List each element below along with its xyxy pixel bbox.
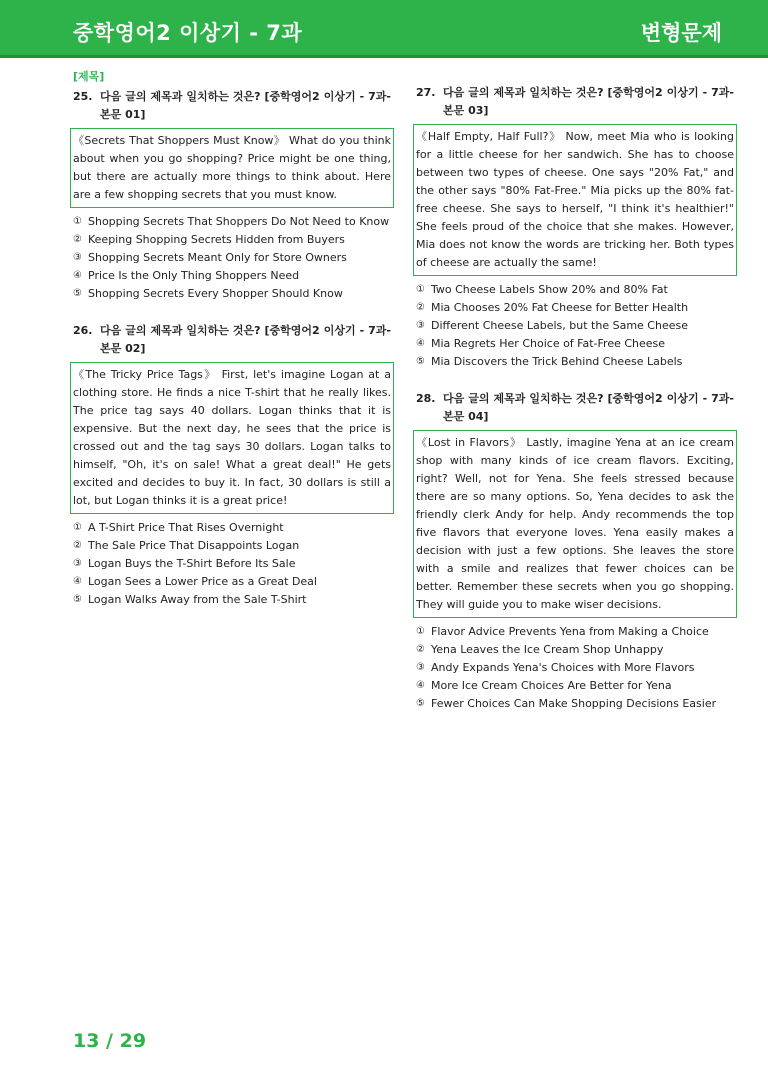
document-title: 중학영어2 이상기 - 7과 (73, 21, 303, 45)
option-number: ③ (416, 320, 425, 331)
answer-options (416, 281, 734, 371)
right-column (416, 84, 734, 732)
option-number: ④ (73, 576, 82, 587)
option-number: ④ (416, 338, 425, 349)
answer-option[interactable] (73, 249, 391, 267)
answer-option[interactable] (416, 317, 734, 335)
option-text: Logan Buys the T-Shirt Before Its Sale (88, 557, 296, 570)
answer-options (73, 519, 391, 609)
page-header (0, 0, 768, 58)
question-text: 다음 글의 제목과 일치하는 것은? [중학영어2 이상기 - 7과-본문 01] (100, 90, 391, 121)
option-text: Keeping Shopping Secrets Hidden from Buyers (88, 233, 345, 246)
option-number: ② (73, 540, 82, 551)
left-column (73, 68, 391, 628)
answer-option[interactable] (416, 299, 734, 317)
option-number: ④ (73, 270, 82, 281)
option-number: ⑤ (73, 288, 82, 299)
passage-title: 《The Tricky Price Tags》 (73, 368, 217, 381)
question-text: 다음 글의 제목과 일치하는 것은? [중학영어2 이상기 - 7과-본문 03] (443, 86, 734, 117)
section-tag: [제목] (73, 70, 105, 83)
option-text: Fewer Choices Can Make Shopping Decisions Easier (431, 697, 717, 710)
option-number: ④ (416, 680, 425, 691)
option-number: ① (73, 522, 82, 533)
question-text: 다음 글의 제목과 일치하는 것은? [중학영어2 이상기 - 7과-본문 02] (100, 324, 391, 355)
question-block (73, 88, 391, 303)
answer-option[interactable] (416, 695, 734, 713)
passage-body: Now, meet Mia who is looking for a little cheese for her sandwich. She has to choose between two types of cheese. One says "20% Fat," and the other says "80% Fat-Free." Mia picks up the 80% fat-free cheese. She says to herself, "I think it's healthier!" She feels proud of the choice that she makes. However, Mia does not know the words are tricking her. Both types of cheese are actually the same! (416, 130, 734, 269)
option-text: Flavor Advice Prevents Yena from Making a Choice (431, 625, 709, 638)
answer-options (73, 213, 391, 303)
option-number: ② (416, 302, 425, 313)
option-text: The Sale Price That Disappoints Logan (88, 539, 300, 552)
answer-option[interactable] (73, 231, 391, 249)
answer-option[interactable] (73, 285, 391, 303)
question-heading (73, 88, 391, 124)
option-number: ③ (416, 662, 425, 673)
question-number: 25. (73, 90, 93, 103)
option-text: Mia Chooses 20% Fat Cheese for Better Health (431, 301, 689, 314)
question-heading (416, 84, 734, 120)
answer-option[interactable] (73, 267, 391, 285)
answer-option[interactable] (416, 335, 734, 353)
document-type: 변형문제 (640, 21, 722, 45)
option-text: Mia Discovers the Trick Behind Cheese Labels (431, 355, 683, 368)
question-text: 다음 글의 제목과 일치하는 것은? [중학영어2 이상기 - 7과-본문 04] (443, 392, 734, 423)
option-number: ① (416, 284, 425, 295)
passage-body: What do you think about when you go shopping? Price might be one thing, but there are actually more things to think about. Here are a few shopping secrets that you must know. (73, 134, 391, 201)
option-text: Shopping Secrets Every Shopper Should Know (88, 287, 343, 300)
passage-title: 《Secrets That Shoppers Must Know》 (73, 134, 286, 147)
option-text: Yena Leaves the Ice Cream Shop Unhappy (431, 643, 664, 656)
option-number: ⑤ (416, 698, 425, 709)
option-text: Two Cheese Labels Show 20% and 80% Fat (431, 283, 668, 296)
option-number: ② (73, 234, 82, 245)
passage-box (413, 430, 737, 618)
answer-option[interactable] (416, 641, 734, 659)
answer-option[interactable] (416, 623, 734, 641)
passage-box (70, 128, 394, 208)
option-text: Different Cheese Labels, but the Same Cheese (431, 319, 688, 332)
question-number: 27. (416, 86, 436, 99)
question-heading (416, 390, 734, 426)
option-text: Mia Regrets Her Choice of Fat-Free Cheese (431, 337, 666, 350)
question-heading (73, 322, 391, 358)
option-text: Logan Walks Away from the Sale T-Shirt (88, 593, 307, 606)
answer-options (416, 623, 734, 713)
passage-body: Lastly, imagine Yena at an ice cream shop with many kinds of ice cream flavors. Exciting, right? Well, not for Yena. She feels stressed because there are so many options. So, Yena decides to ask the friendly clerk Andy for help. Andy recommends the top five flavors that everyone loves. Yena easily makes a decision with just a few options. She leaves the store with a smile and realizes that fewer choices can be better. Remember these secrets when you go shopping. They will guide you to make wiser decisions. (416, 436, 734, 611)
question-block (416, 390, 734, 713)
question-number: 28. (416, 392, 436, 405)
page-number: 13 / 29 (73, 1030, 147, 1052)
answer-option[interactable] (73, 591, 391, 609)
answer-option[interactable] (73, 555, 391, 573)
question-number: 26. (73, 324, 93, 337)
question-block (73, 322, 391, 609)
option-number: ⑤ (416, 356, 425, 367)
option-number: ① (416, 626, 425, 637)
passage-box (70, 362, 394, 514)
passage-box (413, 124, 737, 276)
option-number: ① (73, 216, 82, 227)
passage-body: First, let's imagine Logan at a clothing store. He finds a nice T-shirt that he really likes. The price tag says 40 dollars. Logan thinks that it is expensive. But the next day, he sees that the price is crossed out and the tag says 30 dollars. Logan talks to himself, "Oh, it's on sale! What a great deal!" He gets excited and decides to buy it. In fact, 30 dollars is still a lot, but Logan thinks it is a great price! (73, 368, 391, 507)
answer-option[interactable] (73, 537, 391, 555)
option-text: More Ice Cream Choices Are Better for Yena (431, 679, 672, 692)
option-number: ② (416, 644, 425, 655)
answer-option[interactable] (73, 573, 391, 591)
passage-title: 《Half Empty, Half Full?》 (416, 130, 562, 143)
option-number: ⑤ (73, 594, 82, 605)
option-text: Shopping Secrets Meant Only for Store Owners (88, 251, 347, 264)
answer-option[interactable] (73, 213, 391, 231)
question-block (416, 84, 734, 371)
option-text: Logan Sees a Lower Price as a Great Deal (88, 575, 317, 588)
option-text: A T-Shirt Price That Rises Overnight (88, 521, 284, 534)
option-text: Price Is the Only Thing Shoppers Need (88, 269, 300, 282)
option-text: Andy Expands Yena's Choices with More Flavors (431, 661, 695, 674)
option-number: ③ (73, 558, 82, 569)
answer-option[interactable] (416, 281, 734, 299)
passage-title: 《Lost in Flavors》 (416, 436, 522, 449)
answer-option[interactable] (416, 353, 734, 371)
option-number: ③ (73, 252, 82, 263)
answer-option[interactable] (73, 519, 391, 537)
answer-option[interactable] (416, 659, 734, 677)
answer-option[interactable] (416, 677, 734, 695)
option-text: Shopping Secrets That Shoppers Do Not Need to Know (88, 215, 390, 228)
